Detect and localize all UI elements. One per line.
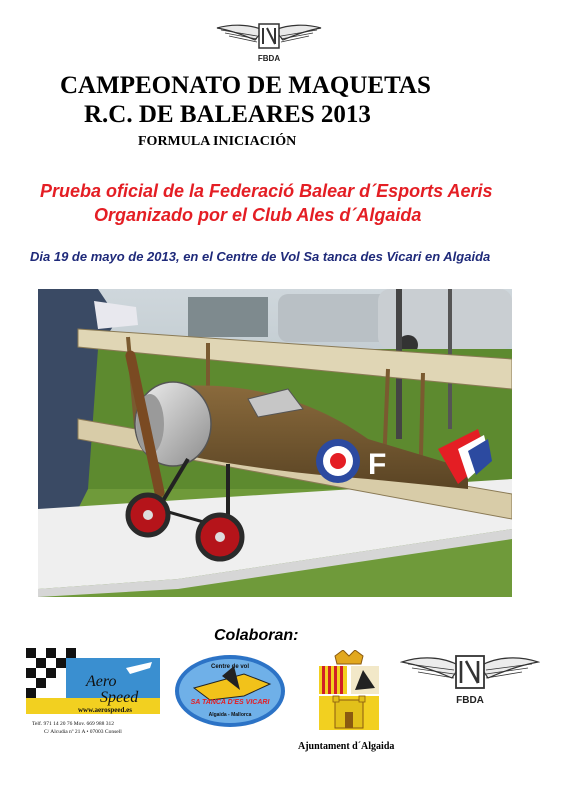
event-date-place: Dia 19 de mayo de 2013, en el Centre de Vol Sa tanca des Vicari en Algaida [30, 249, 491, 264]
page-subtitle: FORMULA INICIACIÓN [138, 134, 297, 149]
page-title-line2: R.C. DE BALEARES 2013 [84, 101, 371, 128]
aerospeed-logo [26, 648, 160, 736]
fbda-sponsor-label: FBDA [456, 695, 484, 706]
fbda-logo-label: FBDA [257, 54, 281, 63]
aerospeed-name-1: Aero [86, 673, 117, 690]
centre-vol-top: Centre de vol [210, 664, 250, 670]
centre-vol-bottom: Algaida - Mallorca [208, 712, 252, 718]
fbda-logo-icon-sponsor [400, 650, 540, 708]
aerospeed-address: C/ Alcudia nº 21 A • 07003 Consell [44, 729, 122, 735]
aircraft-marking: F [368, 448, 387, 481]
centre-de-vol-logo [174, 654, 286, 728]
centre-vol-name: SA TANCA D'ES VICARI [190, 699, 270, 706]
event-line2: Organizado por el Club Ales d´Algaida [94, 205, 422, 225]
ajuntament-label: Ajuntament d´Algaida [298, 741, 395, 752]
page-title-line1: CAMPEONATO DE MAQUETAS [60, 72, 431, 99]
sponsors-heading: Colaboran: [214, 627, 299, 644]
aerospeed-web: www.aerospeed.es [78, 706, 132, 714]
biplane-photo [38, 289, 512, 597]
fbda-logo-icon [215, 18, 323, 66]
event-line1: Prueba oficial de la Federació Balear d´Esports Aeris [40, 181, 493, 201]
aerospeed-name-2: Speed [100, 689, 139, 706]
algaida-crest-icon [313, 650, 385, 734]
aerospeed-phone: Telf. 971 14 20 76 Mov. 669 988 312 [32, 721, 115, 727]
